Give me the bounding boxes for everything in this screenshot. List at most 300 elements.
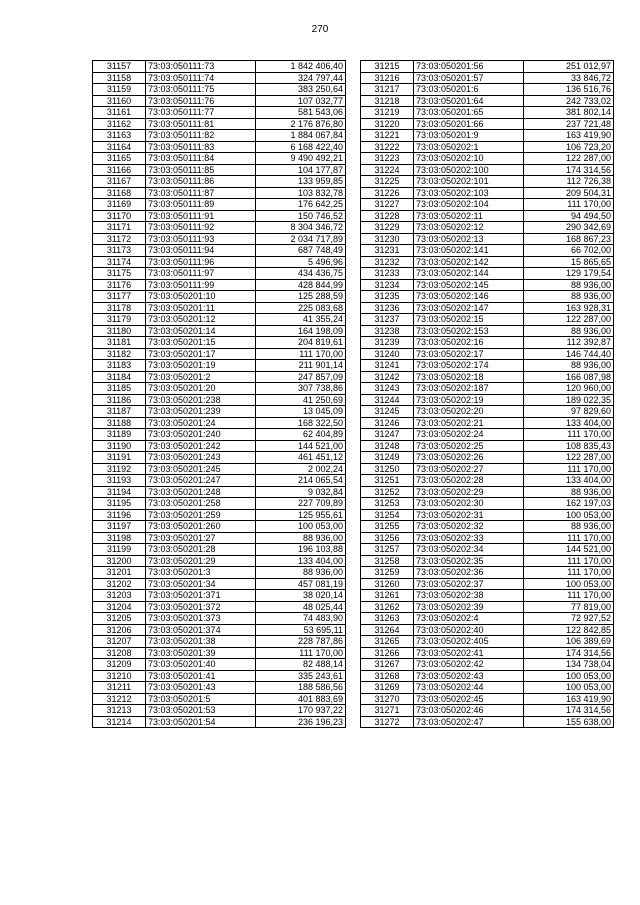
- row-number-cell: 31167: [93, 176, 146, 188]
- row-number-cell: 31175: [93, 268, 146, 280]
- row-number-cell: 31257: [361, 544, 414, 556]
- table-row: [361, 348, 614, 360]
- value-cell: 88 936,00: [524, 486, 614, 498]
- table-row: [93, 475, 346, 487]
- row-number-cell: 31165: [93, 153, 146, 165]
- cadastral-number-cell: 73:03:050202:174: [414, 360, 524, 372]
- row-number-cell: 31262: [361, 601, 414, 613]
- table-row: [361, 417, 614, 429]
- cadastral-number-cell: 73:03:050201:239: [146, 406, 256, 418]
- value-cell: 290 342,69: [524, 222, 614, 234]
- table-row: [361, 567, 614, 579]
- row-number-cell: 31168: [93, 187, 146, 199]
- cadastral-number-cell: 73:03:050111:96: [146, 256, 256, 268]
- table-row: [93, 429, 346, 441]
- value-cell: 41 250,69: [256, 394, 346, 406]
- table-row: [361, 245, 614, 257]
- row-number-cell: 31172: [93, 233, 146, 245]
- cadastral-number-cell: 73:03:050201:43: [146, 682, 256, 694]
- table-row: [361, 118, 614, 130]
- row-number-cell: 31241: [361, 360, 414, 372]
- cadastral-number-cell: 73:03:050201:240: [146, 429, 256, 441]
- table-row: [93, 406, 346, 418]
- row-number-cell: 31244: [361, 394, 414, 406]
- value-cell: 111 170,00: [524, 532, 614, 544]
- table-row: [93, 567, 346, 579]
- table-row: [93, 199, 346, 211]
- row-number-cell: 31208: [93, 647, 146, 659]
- value-cell: 428 844,99: [256, 279, 346, 291]
- cadastral-number-cell: 73:03:050202:24: [414, 429, 524, 441]
- row-number-cell: 31265: [361, 636, 414, 648]
- value-cell: 100 053,00: [524, 509, 614, 521]
- row-number-cell: 31197: [93, 521, 146, 533]
- table-row: [93, 95, 346, 107]
- cadastral-number-cell: 73:03:050111:84: [146, 153, 256, 165]
- value-cell: 144 521,00: [524, 544, 614, 556]
- table-row: [93, 210, 346, 222]
- row-number-cell: 31183: [93, 360, 146, 372]
- value-cell: 133 404,00: [524, 417, 614, 429]
- cadastral-number-cell: 73:03:050201:372: [146, 601, 256, 613]
- value-cell: 168 322,50: [256, 417, 346, 429]
- value-cell: 211 901,14: [256, 360, 346, 372]
- table-row: [361, 360, 614, 372]
- table-row: [361, 233, 614, 245]
- row-number-cell: 31205: [93, 613, 146, 625]
- value-cell: 111 170,00: [524, 567, 614, 579]
- value-cell: 251 012,97: [524, 61, 614, 73]
- table-row: [361, 544, 614, 556]
- cadastral-number-cell: 73:03:050111:86: [146, 176, 256, 188]
- table-row: [361, 659, 614, 671]
- cadastral-number-cell: 73:03:050201:6: [414, 84, 524, 96]
- table-row: [93, 314, 346, 326]
- table-row: [361, 486, 614, 498]
- row-number-cell: 31263: [361, 613, 414, 625]
- cadastral-number-cell: 73:03:050202:16: [414, 337, 524, 349]
- value-cell: 163 928,31: [524, 302, 614, 314]
- row-number-cell: 31254: [361, 509, 414, 521]
- value-cell: 227 709,89: [256, 498, 346, 510]
- value-cell: 144 521,00: [256, 440, 346, 452]
- value-cell: 111 170,00: [256, 647, 346, 659]
- row-number-cell: 31223: [361, 153, 414, 165]
- value-cell: 97 829,60: [524, 406, 614, 418]
- value-cell: 112 392,87: [524, 337, 614, 349]
- value-cell: 225 083,68: [256, 302, 346, 314]
- row-number-cell: 31216: [361, 72, 414, 84]
- row-number-cell: 31215: [361, 61, 414, 73]
- row-number-cell: 31247: [361, 429, 414, 441]
- table-row: [93, 555, 346, 567]
- table-row: [93, 72, 346, 84]
- cadastral-number-cell: 73:03:050202:28: [414, 475, 524, 487]
- cadastral-number-cell: 73:03:050202:11: [414, 210, 524, 222]
- cadastral-number-cell: 73:03:050202:10: [414, 153, 524, 165]
- value-cell: 100 053,00: [524, 578, 614, 590]
- cadastral-number-cell: 73:03:050201:14: [146, 325, 256, 337]
- value-cell: 88 936,00: [524, 291, 614, 303]
- table-row: [93, 636, 346, 648]
- cadastral-number-cell: 73:03:050111:73: [146, 61, 256, 73]
- row-number-cell: 31188: [93, 417, 146, 429]
- value-cell: 38 020,14: [256, 590, 346, 602]
- row-number-cell: 31161: [93, 107, 146, 119]
- row-number-cell: 31193: [93, 475, 146, 487]
- table-row: [93, 647, 346, 659]
- row-number-cell: 31206: [93, 624, 146, 636]
- value-cell: 111 170,00: [524, 555, 614, 567]
- row-number-cell: 31196: [93, 509, 146, 521]
- value-cell: 1 842 406,40: [256, 61, 346, 73]
- cadastral-number-cell: 73:03:050202:41: [414, 647, 524, 659]
- value-cell: 174 314,56: [524, 647, 614, 659]
- table-row: [93, 222, 346, 234]
- table-row: [93, 141, 346, 153]
- cadastral-number-cell: 73:03:050201:38: [146, 636, 256, 648]
- row-number-cell: 31236: [361, 302, 414, 314]
- value-cell: 33 846,72: [524, 72, 614, 84]
- table-row: [93, 394, 346, 406]
- value-cell: 53 695,11: [256, 624, 346, 636]
- table-row: [361, 624, 614, 636]
- table-row: [93, 302, 346, 314]
- value-cell: 108 835,43: [524, 440, 614, 452]
- cadastral-number-cell: 73:03:050201:371: [146, 590, 256, 602]
- right-table-body: [361, 61, 614, 728]
- table-row: [93, 164, 346, 176]
- value-cell: 120 960,00: [524, 383, 614, 395]
- row-number-cell: 31264: [361, 624, 414, 636]
- value-cell: 188 586,56: [256, 682, 346, 694]
- value-cell: 5 496,96: [256, 256, 346, 268]
- table-row: [361, 452, 614, 464]
- value-cell: 125 288,59: [256, 291, 346, 303]
- cadastral-number-cell: 73:03:050111:75: [146, 84, 256, 96]
- value-cell: 122 842,85: [524, 624, 614, 636]
- table-row: [361, 302, 614, 314]
- table-row: [361, 95, 614, 107]
- row-number-cell: 31160: [93, 95, 146, 107]
- table-row: [361, 601, 614, 613]
- row-number-cell: 31198: [93, 532, 146, 544]
- row-number-cell: 31226: [361, 187, 414, 199]
- cadastral-number-cell: 73:03:050111:85: [146, 164, 256, 176]
- cadastral-number-cell: 73:03:050201:56: [414, 61, 524, 73]
- table-row: [93, 521, 346, 533]
- row-number-cell: 31189: [93, 429, 146, 441]
- cadastral-number-cell: 73:03:050202:35: [414, 555, 524, 567]
- cadastral-number-cell: 73:03:050201:17: [146, 348, 256, 360]
- value-cell: 237 721,48: [524, 118, 614, 130]
- row-number-cell: 31266: [361, 647, 414, 659]
- row-number-cell: 31217: [361, 84, 414, 96]
- row-number-cell: 31171: [93, 222, 146, 234]
- table-row: [93, 291, 346, 303]
- row-number-cell: 31164: [93, 141, 146, 153]
- table-row: [361, 383, 614, 395]
- value-cell: 122 287,00: [524, 314, 614, 326]
- value-cell: 189 022,35: [524, 394, 614, 406]
- row-number-cell: 31246: [361, 417, 414, 429]
- left-register-table: [92, 60, 346, 728]
- row-number-cell: 31201: [93, 567, 146, 579]
- table-row: [93, 233, 346, 245]
- value-cell: 228 787,86: [256, 636, 346, 648]
- value-cell: 112 726,38: [524, 176, 614, 188]
- cadastral-number-cell: 73:03:050202:18: [414, 371, 524, 383]
- value-cell: 66 702,00: [524, 245, 614, 257]
- row-number-cell: 31181: [93, 337, 146, 349]
- value-cell: 111 170,00: [524, 463, 614, 475]
- cadastral-number-cell: 73:03:050202:100: [414, 164, 524, 176]
- table-row: [361, 291, 614, 303]
- cadastral-number-cell: 73:03:050202:142: [414, 256, 524, 268]
- cadastral-number-cell: 73:03:050201:34: [146, 578, 256, 590]
- value-cell: 2 034 717,89: [256, 233, 346, 245]
- row-number-cell: 31158: [93, 72, 146, 84]
- cadastral-number-cell: 73:03:050202:405: [414, 636, 524, 648]
- cadastral-number-cell: 73:03:050202:187: [414, 383, 524, 395]
- row-number-cell: 31255: [361, 521, 414, 533]
- table-row: [93, 107, 346, 119]
- value-cell: 381 802,14: [524, 107, 614, 119]
- cadastral-number-cell: 73:03:050202:32: [414, 521, 524, 533]
- table-row: [93, 601, 346, 613]
- table-row: [93, 383, 346, 395]
- value-cell: 88 936,00: [256, 532, 346, 544]
- row-number-cell: 31180: [93, 325, 146, 337]
- table-row: [93, 452, 346, 464]
- table-row: [93, 544, 346, 556]
- table-row: [93, 532, 346, 544]
- cadastral-number-cell: 73:03:050201:54: [146, 716, 256, 728]
- value-cell: 100 053,00: [524, 670, 614, 682]
- cadastral-number-cell: 73:03:050202:31: [414, 509, 524, 521]
- value-cell: 168 867,23: [524, 233, 614, 245]
- value-cell: 2 002,24: [256, 463, 346, 475]
- cadastral-number-cell: 73:03:050201:41: [146, 670, 256, 682]
- cadastral-number-cell: 73:03:050202:1: [414, 141, 524, 153]
- row-number-cell: 31268: [361, 670, 414, 682]
- cadastral-number-cell: 73:03:050201:247: [146, 475, 256, 487]
- table-row: [361, 613, 614, 625]
- value-cell: 100 053,00: [524, 682, 614, 694]
- table-row: [93, 268, 346, 280]
- cadastral-number-cell: 73:03:050111:93: [146, 233, 256, 245]
- row-number-cell: 31169: [93, 199, 146, 211]
- value-cell: 122 287,00: [524, 153, 614, 165]
- row-number-cell: 31249: [361, 452, 414, 464]
- cadastral-number-cell: 73:03:050202:29: [414, 486, 524, 498]
- table-row: [361, 107, 614, 119]
- cadastral-number-cell: 73:03:050202:38: [414, 590, 524, 602]
- value-cell: 133 404,00: [256, 555, 346, 567]
- row-number-cell: 31220: [361, 118, 414, 130]
- value-cell: 170 937,22: [256, 705, 346, 717]
- table-row: [93, 705, 346, 717]
- row-number-cell: 31212: [93, 693, 146, 705]
- table-row: [361, 153, 614, 165]
- value-cell: 1 884 067,84: [256, 130, 346, 142]
- row-number-cell: 31230: [361, 233, 414, 245]
- value-cell: 209 504,31: [524, 187, 614, 199]
- value-cell: 129 179,54: [524, 268, 614, 280]
- cadastral-number-cell: 73:03:050111:94: [146, 245, 256, 257]
- value-cell: 457 081,19: [256, 578, 346, 590]
- value-cell: 88 936,00: [524, 360, 614, 372]
- row-number-cell: 31224: [361, 164, 414, 176]
- table-row: [93, 578, 346, 590]
- cadastral-number-cell: 73:03:050202:145: [414, 279, 524, 291]
- value-cell: 15 865,65: [524, 256, 614, 268]
- row-number-cell: 31185: [93, 383, 146, 395]
- row-number-cell: 31211: [93, 682, 146, 694]
- table-row: [93, 440, 346, 452]
- row-number-cell: 31232: [361, 256, 414, 268]
- table-row: [361, 429, 614, 441]
- table-row: [93, 360, 346, 372]
- table-row: [361, 268, 614, 280]
- cadastral-number-cell: 73:03:050201:64: [414, 95, 524, 107]
- row-number-cell: 31234: [361, 279, 414, 291]
- value-cell: 88 936,00: [524, 279, 614, 291]
- row-number-cell: 31272: [361, 716, 414, 728]
- value-cell: 150 746,52: [256, 210, 346, 222]
- cadastral-number-cell: 73:03:050201:39: [146, 647, 256, 659]
- value-cell: 94 494,50: [524, 210, 614, 222]
- row-number-cell: 31219: [361, 107, 414, 119]
- cadastral-number-cell: 73:03:050111:91: [146, 210, 256, 222]
- row-number-cell: 31199: [93, 544, 146, 556]
- row-number-cell: 31258: [361, 555, 414, 567]
- cadastral-number-cell: 73:03:050202:4: [414, 613, 524, 625]
- cadastral-number-cell: 73:03:050202:101: [414, 176, 524, 188]
- table-row: [361, 337, 614, 349]
- cadastral-number-cell: 73:03:050202:13: [414, 233, 524, 245]
- row-number-cell: 31191: [93, 452, 146, 464]
- cadastral-number-cell: 73:03:050202:12: [414, 222, 524, 234]
- table-row: [93, 61, 346, 73]
- row-number-cell: 31207: [93, 636, 146, 648]
- value-cell: 103 832,78: [256, 187, 346, 199]
- table-row: [361, 578, 614, 590]
- row-number-cell: 31218: [361, 95, 414, 107]
- left-table-body: [93, 61, 346, 728]
- row-number-cell: 31256: [361, 532, 414, 544]
- row-number-cell: 31269: [361, 682, 414, 694]
- value-cell: 307 738,86: [256, 383, 346, 395]
- row-number-cell: 31182: [93, 348, 146, 360]
- value-cell: 581 543,06: [256, 107, 346, 119]
- row-number-cell: 31251: [361, 475, 414, 487]
- row-number-cell: 31200: [93, 555, 146, 567]
- row-number-cell: 31235: [361, 291, 414, 303]
- cadastral-number-cell: 73:03:050202:146: [414, 291, 524, 303]
- value-cell: 335 243,61: [256, 670, 346, 682]
- cadastral-number-cell: 73:03:050201:53: [146, 705, 256, 717]
- cadastral-number-cell: 73:03:050201:243: [146, 452, 256, 464]
- cadastral-number-cell: 73:03:050201:12: [146, 314, 256, 326]
- cadastral-number-cell: 73:03:050201:3: [146, 567, 256, 579]
- cadastral-number-cell: 73:03:050111:97: [146, 268, 256, 280]
- value-cell: 74 483,90: [256, 613, 346, 625]
- row-number-cell: 31228: [361, 210, 414, 222]
- cadastral-number-cell: 73:03:050201:258: [146, 498, 256, 510]
- table-row: [93, 693, 346, 705]
- cadastral-number-cell: 73:03:050201:57: [414, 72, 524, 84]
- row-number-cell: 31231: [361, 245, 414, 257]
- cadastral-number-cell: 73:03:050202:15: [414, 314, 524, 326]
- cadastral-number-cell: 73:03:050202:30: [414, 498, 524, 510]
- table-row: [93, 624, 346, 636]
- table-row: [93, 153, 346, 165]
- table-row: [361, 406, 614, 418]
- cadastral-number-cell: 73:03:050202:44: [414, 682, 524, 694]
- value-cell: 100 053,00: [256, 521, 346, 533]
- value-cell: 9 032,84: [256, 486, 346, 498]
- cadastral-number-cell: 73:03:050201:40: [146, 659, 256, 671]
- row-number-cell: 31243: [361, 383, 414, 395]
- row-number-cell: 31173: [93, 245, 146, 257]
- table-row: [361, 210, 614, 222]
- cadastral-number-cell: 73:03:050201:373: [146, 613, 256, 625]
- value-cell: 174 314,56: [524, 164, 614, 176]
- table-row: [361, 61, 614, 73]
- cadastral-number-cell: 73:03:050111:76: [146, 95, 256, 107]
- table-row: [93, 498, 346, 510]
- row-number-cell: 31210: [93, 670, 146, 682]
- value-cell: 146 744,40: [524, 348, 614, 360]
- cadastral-number-cell: 73:03:050111:82: [146, 130, 256, 142]
- row-number-cell: 31174: [93, 256, 146, 268]
- value-cell: 196 103,88: [256, 544, 346, 556]
- value-cell: 133 404,00: [524, 475, 614, 487]
- cadastral-number-cell: 73:03:050201:28: [146, 544, 256, 556]
- cadastral-number-cell: 73:03:050201:242: [146, 440, 256, 452]
- table-row: [361, 670, 614, 682]
- table-row: [361, 636, 614, 648]
- cadastral-number-cell: 73:03:050202:40: [414, 624, 524, 636]
- cadastral-number-cell: 73:03:050202:153: [414, 325, 524, 337]
- cadastral-number-cell: 73:03:050202:103: [414, 187, 524, 199]
- row-number-cell: 31250: [361, 463, 414, 475]
- value-cell: 204 819,61: [256, 337, 346, 349]
- row-number-cell: 31252: [361, 486, 414, 498]
- cadastral-number-cell: 73:03:050202:34: [414, 544, 524, 556]
- cadastral-number-cell: 73:03:050201:65: [414, 107, 524, 119]
- value-cell: 162 197,03: [524, 498, 614, 510]
- value-cell: 122 287,00: [524, 452, 614, 464]
- cadastral-number-cell: 73:03:050201:374: [146, 624, 256, 636]
- row-number-cell: 31162: [93, 118, 146, 130]
- row-number-cell: 31238: [361, 325, 414, 337]
- cadastral-number-cell: 73:03:050201:9: [414, 130, 524, 142]
- cadastral-number-cell: 73:03:050202:147: [414, 302, 524, 314]
- value-cell: 106 389,69: [524, 636, 614, 648]
- table-row: [361, 475, 614, 487]
- value-cell: 13 045,09: [256, 406, 346, 418]
- value-cell: 166 087,98: [524, 371, 614, 383]
- row-number-cell: 31253: [361, 498, 414, 510]
- row-number-cell: 31259: [361, 567, 414, 579]
- cadastral-number-cell: 73:03:050202:36: [414, 567, 524, 579]
- row-number-cell: 31209: [93, 659, 146, 671]
- row-number-cell: 31184: [93, 371, 146, 383]
- table-row: [361, 279, 614, 291]
- value-cell: 174 314,56: [524, 705, 614, 717]
